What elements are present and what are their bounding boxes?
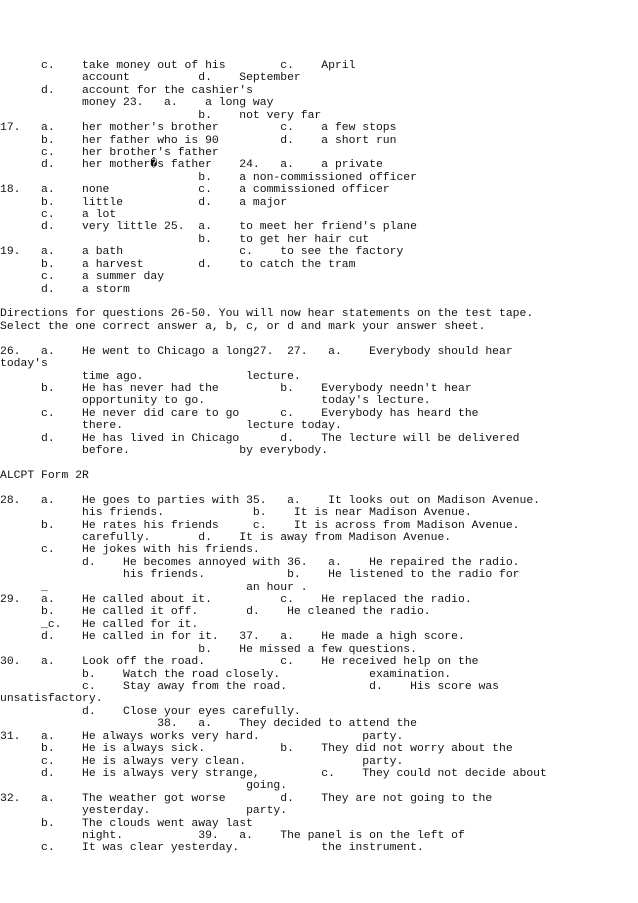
text-line: c. Stay away from the road. d. His score was — [0, 681, 499, 693]
text-line: b. He missed a few questions. — [0, 643, 417, 656]
text-line: night. 39. a. The panel is on the left of — [0, 830, 465, 843]
text-line: _ an hour . — [0, 581, 308, 594]
text-line: money 23. a. a long way — [0, 97, 274, 110]
text-line: d. very little 25. a. to meet her friend's plane — [0, 221, 417, 234]
text-line: c. He never did care to go c. Everybody has heard the — [0, 407, 479, 420]
text-line: there. lecture today. — [0, 420, 342, 433]
text-line: 30. a. Look off the road. c. He received help on the — [0, 656, 479, 669]
text-line: d. He becomes annoyed with 36. a. He repaired the radio. — [0, 556, 520, 569]
text-line: d. He is always very strange, c. They could not decide about — [0, 767, 547, 780]
text-line: today's — [0, 358, 48, 371]
text-line: c. take money out of his c. April — [0, 60, 356, 72]
text-line: b. a harvest d. to catch the tram — [0, 258, 356, 271]
text-line: opportunity to go. today's lecture. — [0, 395, 431, 408]
text-line: d. He called in for it. 37. a. He made a high score. — [0, 631, 465, 644]
text-line: 29. a. He called about it. c. He replaced the radio. — [0, 594, 472, 607]
text-line: d. account for the cashier's — [0, 84, 253, 97]
text-line: c. a lot — [0, 209, 117, 222]
text-line: b. He called it off. d. He cleaned the radio. — [0, 606, 431, 619]
text-line: carefully. d. It is away from Madison Avenue. — [0, 531, 452, 544]
text-line: account d. September — [0, 72, 301, 85]
text-line: b. a non-commissioned officer — [0, 171, 417, 184]
text-line: b. The clouds went away last — [0, 817, 253, 830]
text-line: c. He is always very clean. party. — [0, 755, 404, 768]
text-line: 31. a. He always works very hard. party. — [0, 730, 404, 743]
text-line: 38. a. They decided to attend the — [0, 718, 417, 731]
text-line: 32. a. The weather got worse d. They are not going to the — [0, 792, 493, 805]
text-line: time ago. lecture. — [0, 370, 301, 383]
text-line: d. Close your eyes carefully. — [0, 705, 301, 718]
text-line: unsatisfactory. — [0, 693, 103, 706]
text-line: yesterday. party. — [0, 805, 288, 818]
text-line: b. He is always sick. b. They did not worry about the — [0, 743, 513, 756]
text-line: c. a summer day — [0, 271, 165, 284]
text-line: b. Watch the road closely. examination. — [0, 668, 452, 681]
text-line: 17. a. her mother's brother c. a few stops — [0, 122, 397, 135]
text-line: d. He has lived in Chicago d. The lecture will be delivered — [0, 432, 520, 445]
text-line: b. He has never had the b. Everybody needn't hear — [0, 382, 472, 395]
text-line: 28. a. He goes to parties with 35. a. It looks out on Madison Avenue. — [0, 494, 541, 507]
text-line: c. her brother's father — [0, 146, 219, 159]
text-line: _c. He called for it. — [0, 618, 199, 631]
text-line: b. not very far — [0, 109, 322, 122]
text-line: ALCPT Form 2R — [0, 469, 89, 482]
text-line: 19. a. a bath c. to see the factory — [0, 246, 404, 259]
text-line: Directions for questions 26-50. You will now hear statements on the test tape. — [0, 308, 534, 321]
text-line: b. her father who is 90 d. a short run — [0, 134, 397, 147]
text-line: before. by everybody. — [0, 445, 329, 458]
text-line: going. — [0, 780, 288, 793]
text-line: 18. a. none c. a commissioned officer — [0, 184, 390, 197]
text-line: b. He rates his friends c. It is across from Madison Avenue. — [0, 519, 520, 532]
text-line: his friends. b. It is near Madison Avenue. — [0, 507, 472, 520]
text-line: b. little d. a major — [0, 196, 288, 209]
text-line: his friends. b. He listened to the radio for — [0, 569, 520, 582]
text-line: b. to get her hair cut — [0, 233, 370, 246]
text-line: d. a storm — [0, 283, 130, 296]
text-line: c. He jokes with his friends. — [0, 544, 260, 557]
text-line: d. her mother�s father 24. a. a private — [0, 159, 383, 172]
text-line: 26. a. He went to Chicago a long27. 27. a. Everybody should hear — [0, 345, 513, 358]
text-line: Select the one correct answer a, b, c, or d and mark your answer sheet. — [0, 320, 486, 333]
text-line: c. It was clear yesterday. the instrument. — [0, 842, 424, 855]
